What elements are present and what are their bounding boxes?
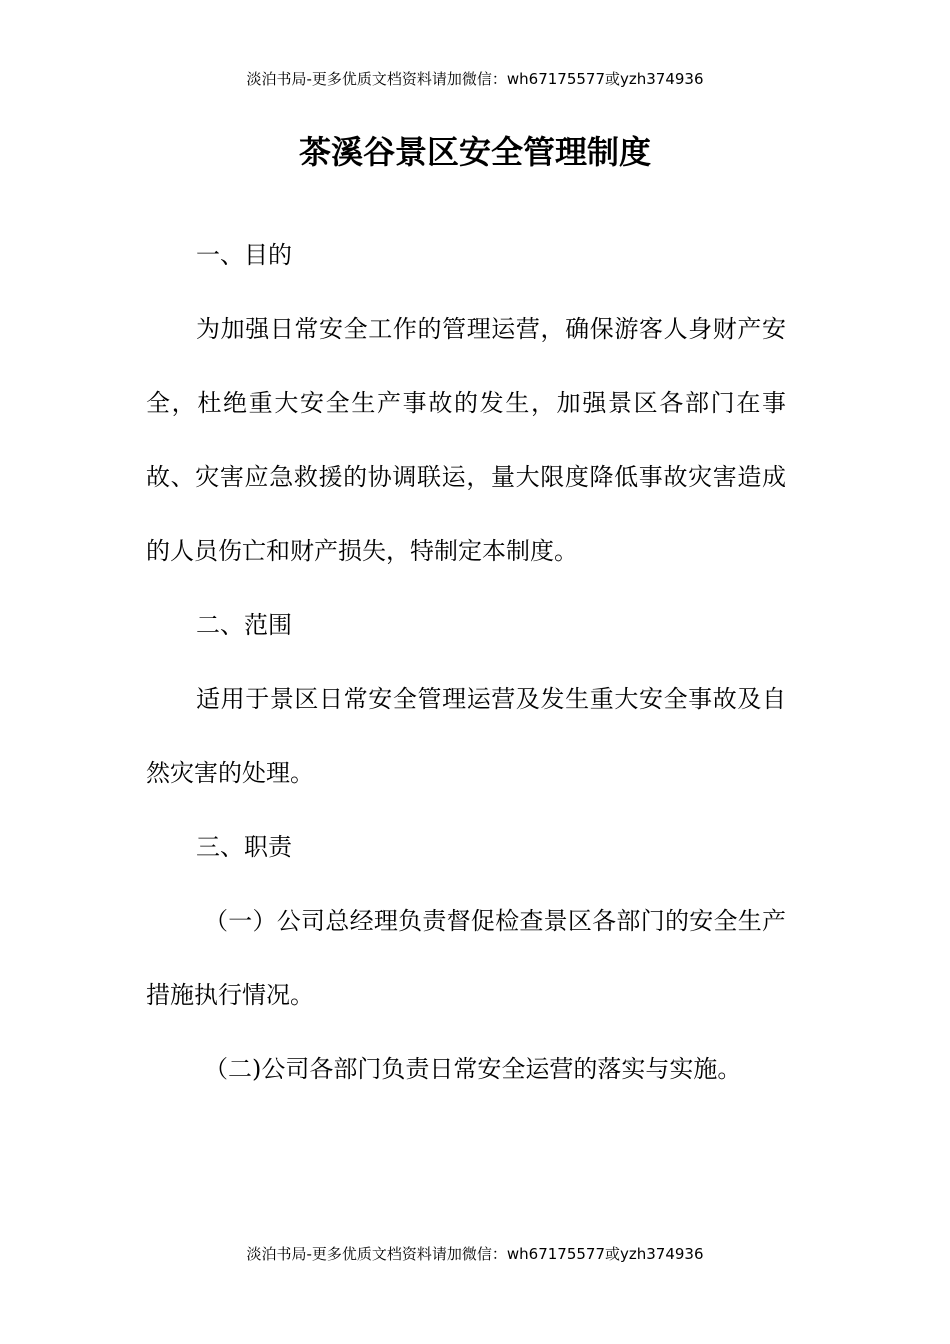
header-contact-note: 淡泊书局-更多优质文档资料请加微信：wh67175577或yzh374936 [246, 70, 704, 88]
footer-contact-note: 淡泊书局-更多优质文档资料请加微信：wh67175577或yzh374936 [246, 1245, 704, 1263]
paragraph-purpose: 为加强日常安全工作的管理运营，确保游客人身财产安全，杜绝重大安全生产事故的发生，加强景区各部门在事故、灾害应急救援的协调联运，量大限度降低事故灾害造成的人员伤亡和财产损失，特制定本制度。 [146, 315, 786, 565]
section-heading-duties: 三、职责 [196, 833, 292, 861]
duty-item-2: （二)公司各部门负责日常安全运营的落实与实施。 [204, 1055, 742, 1083]
document-title: 茶溪谷景区安全管理制度 [298, 133, 651, 171]
document-body [146, 218, 786, 1106]
paragraph-scope: 适用于景区日常安全管理运营及发生重大安全事故及自然灾害的处理。 [146, 685, 786, 787]
duty-item-1: （一）公司总经理负责督促检查景区各部门的安全生产措施执行情况。 [146, 907, 786, 1009]
section-heading-purpose: 一、目的 [196, 241, 292, 269]
section-heading-scope: 二、范围 [196, 611, 292, 639]
